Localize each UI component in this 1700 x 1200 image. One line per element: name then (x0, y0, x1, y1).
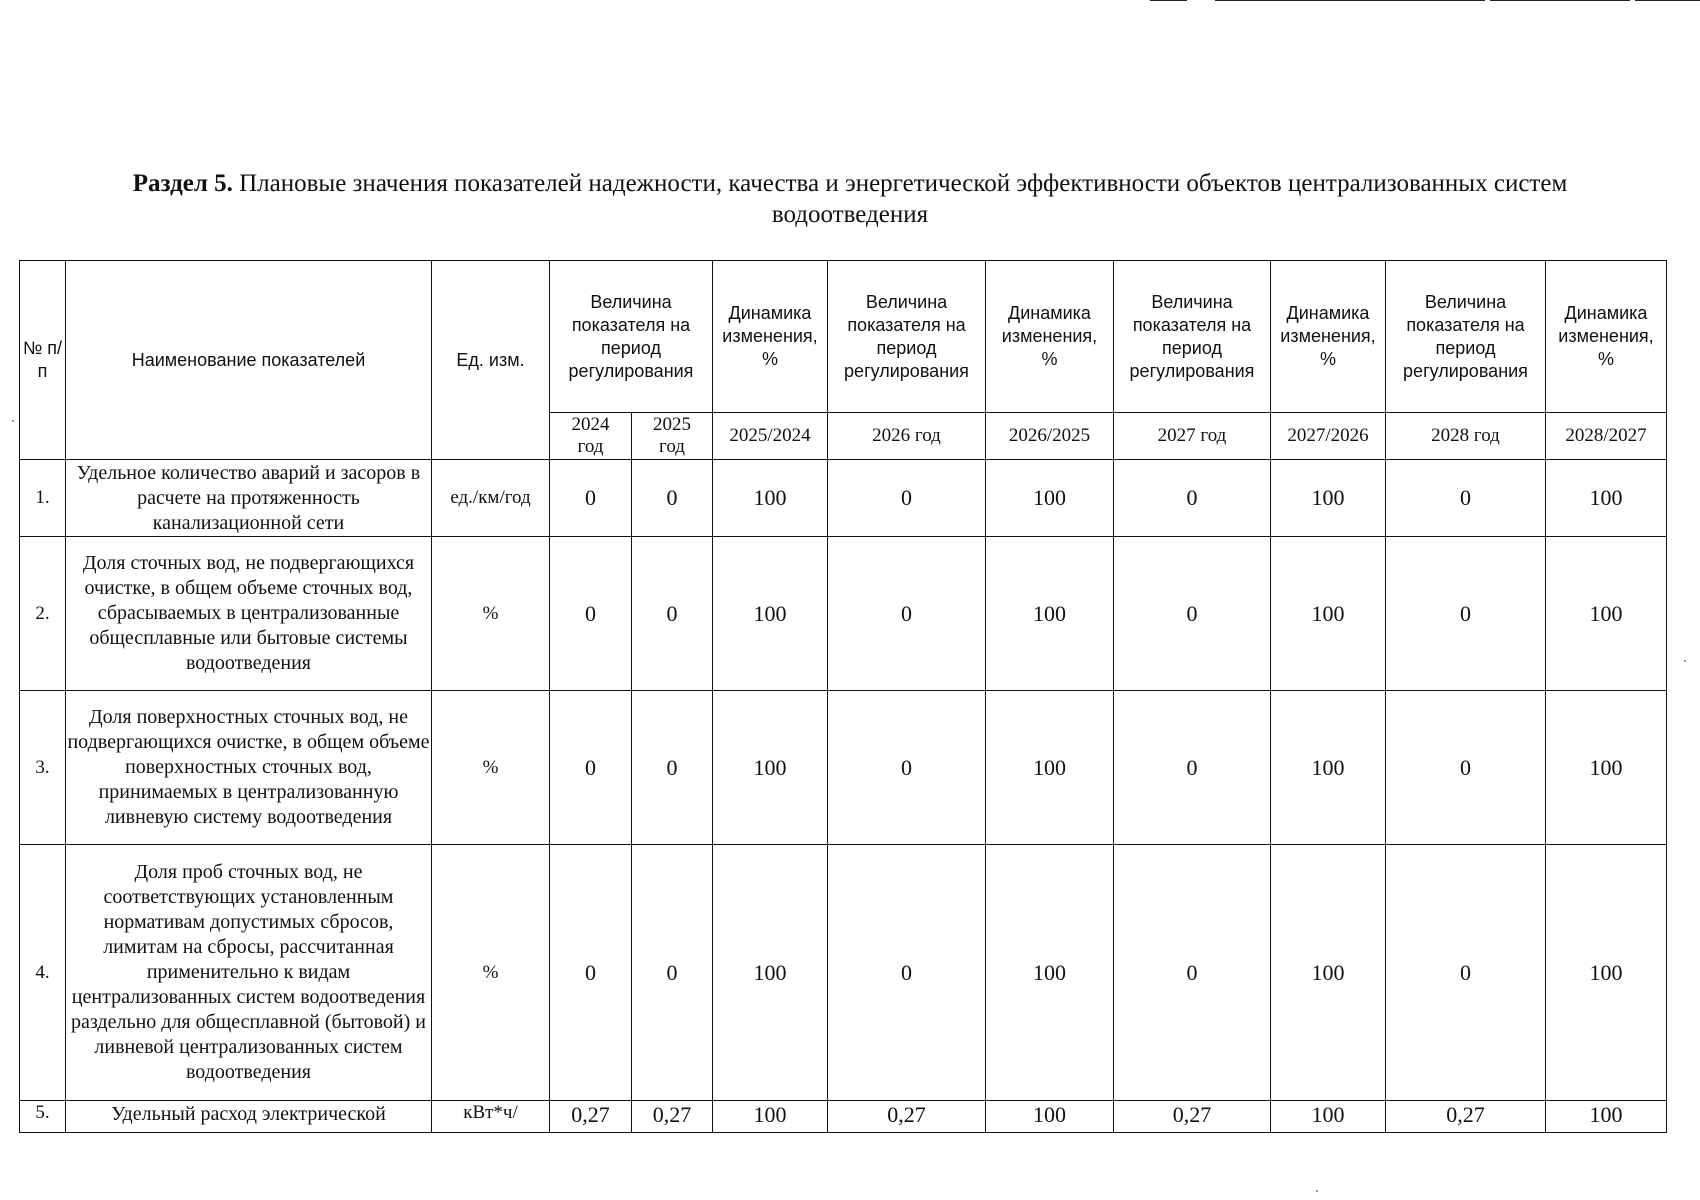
table-row (20, 1101, 1667, 1133)
table-row (20, 845, 1667, 1101)
header-row (20, 261, 1667, 413)
dynamics-2027-2026: 100 (1271, 537, 1386, 691)
header-dynamics-2028-2027: 2028/2027 (1546, 413, 1667, 460)
scan-edge-line (1150, 0, 1187, 1)
value-2028: 0,27 (1386, 1101, 1546, 1133)
indicator-unit: % (432, 845, 550, 1101)
header-year-2027: 2027 год (1114, 413, 1271, 460)
header-year-2026: 2026 год (828, 413, 986, 460)
scan-speck (1684, 660, 1686, 662)
value-2027: 0 (1114, 537, 1271, 691)
row-number: 5. (20, 1101, 66, 1133)
dynamics-2026-2025: 100 (986, 845, 1114, 1101)
value-2024: 0 (550, 691, 632, 845)
value-2025: 0 (632, 691, 713, 845)
scan-edge-line (1635, 0, 1700, 1)
value-2026: 0 (828, 537, 986, 691)
value-2026: 0,27 (828, 1101, 986, 1133)
value-2028: 0 (1386, 845, 1546, 1101)
dynamics-2027-2026: 100 (1271, 460, 1386, 537)
scan-speck (1316, 1190, 1318, 1192)
title-text: Плановые значения показателей надежности, качества и энергетической эффективности объектов централизованных систем водоотведения (232, 170, 1568, 228)
header-year-2028: 2028 год (1386, 413, 1546, 460)
indicator-name: Удельный расход электрической (66, 1101, 432, 1133)
value-2027: 0 (1114, 845, 1271, 1101)
indicator-unit: % (432, 537, 550, 691)
dynamics-2025-2024: 100 (713, 460, 828, 537)
header-dynamics: Динамика изменения, % (1271, 261, 1386, 413)
dynamics-2028-2027: 100 (1546, 1101, 1667, 1133)
value-2024: 0,27 (550, 1101, 632, 1133)
dynamics-2026-2025: 100 (986, 460, 1114, 537)
header-unit: Ед. изм. (432, 261, 550, 460)
dynamics-2028-2027: 100 (1546, 460, 1667, 537)
dynamics-2025-2024: 100 (713, 1101, 828, 1133)
indicator-unit: % (432, 691, 550, 845)
scan-edge-line (1215, 0, 1485, 1)
header-value-period: Величина показателя на период регулирования (828, 261, 986, 413)
value-2027: 0 (1114, 691, 1271, 845)
value-2025: 0,27 (632, 1101, 713, 1133)
dynamics-2028-2027: 100 (1546, 845, 1667, 1101)
header-name: Наименование показателей (66, 261, 432, 460)
dynamics-2027-2026: 100 (1271, 845, 1386, 1101)
dynamics-2026-2025: 100 (986, 691, 1114, 845)
indicator-name: Доля сточных вод, не подвергающихся очистке, в общем объеме сточных вод, сбрасываемых в централизованные общесплавные или бытовые системы водоотведения (66, 537, 432, 691)
value-2028: 0 (1386, 460, 1546, 537)
value-2026: 0 (828, 691, 986, 845)
dynamics-2028-2027: 100 (1546, 537, 1667, 691)
indicator-unit: кВт*ч/ (432, 1101, 550, 1133)
indicator-name: Доля поверхностных сточных вод, не подвергающихся очистке, в общем объеме поверхностных сточных вод, принимаемых в централизованную ливневую систему водоотведения (66, 691, 432, 845)
value-2024: 0 (550, 460, 632, 537)
header-value-period: Величина показателя на период регулирования (550, 261, 713, 413)
value-2028: 0 (1386, 691, 1546, 845)
row-number: 4. (20, 845, 66, 1101)
header-dynamics-2025-2024: 2025/2024 (713, 413, 828, 460)
dynamics-2025-2024: 100 (713, 537, 828, 691)
value-2027: 0 (1114, 460, 1271, 537)
row-number: 2. (20, 537, 66, 691)
value-2026: 0 (828, 460, 986, 537)
row-number: 1. (20, 460, 66, 537)
dynamics-2027-2026: 100 (1271, 1101, 1386, 1133)
scan-edge-line (1490, 0, 1630, 1)
table-row (20, 537, 1667, 691)
header-value-period: Величина показателя на период регулирования (1114, 261, 1271, 413)
header-dynamics: Динамика изменения, % (1546, 261, 1667, 413)
table-row (20, 460, 1667, 537)
indicators-table (19, 260, 1667, 1133)
indicator-name: Удельное количество аварий и засоров в расчете на протяженность канализационной сети (66, 460, 432, 537)
indicator-name: Доля проб сточных вод, не соответствующих установленным нормативам допустимых сбросов, лимитам на сбросы, рассчитанная применительно к видам централизованных систем водоотведения раздельно для общесплавной (бытовой) и ливневой централизованных систем водоотведения (66, 845, 432, 1101)
dynamics-2026-2025: 100 (986, 537, 1114, 691)
page-title (120, 168, 1580, 230)
dynamics-2028-2027: 100 (1546, 691, 1667, 845)
header-year-2024: 2024 год (550, 413, 632, 460)
value-2028: 0 (1386, 537, 1546, 691)
scan-speck (12, 420, 14, 422)
value-2024: 0 (550, 845, 632, 1101)
section-label: Раздел 5. (132, 170, 233, 197)
dynamics-2026-2025: 100 (986, 1101, 1114, 1133)
table-row (20, 691, 1667, 845)
value-2025: 0 (632, 845, 713, 1101)
header-dynamics-2027-2026: 2027/2026 (1271, 413, 1386, 460)
row-number: 3. (20, 691, 66, 845)
header-dynamics: Динамика изменения, % (713, 261, 828, 413)
header-dynamics: Динамика изменения, % (986, 261, 1114, 413)
value-2025: 0 (632, 460, 713, 537)
indicator-unit: ед./км/год (432, 460, 550, 537)
value-2024: 0 (550, 537, 632, 691)
header-value-period: Величина показателя на период регулирования (1386, 261, 1546, 413)
dynamics-2027-2026: 100 (1271, 691, 1386, 845)
value-2025: 0 (632, 537, 713, 691)
header-num: № п/п (20, 261, 66, 460)
dynamics-2025-2024: 100 (713, 845, 828, 1101)
value-2027: 0,27 (1114, 1101, 1271, 1133)
header-year-2025: 2025 год (632, 413, 713, 460)
dynamics-2025-2024: 100 (713, 691, 828, 845)
header-dynamics-2026-2025: 2026/2025 (986, 413, 1114, 460)
value-2026: 0 (828, 845, 986, 1101)
